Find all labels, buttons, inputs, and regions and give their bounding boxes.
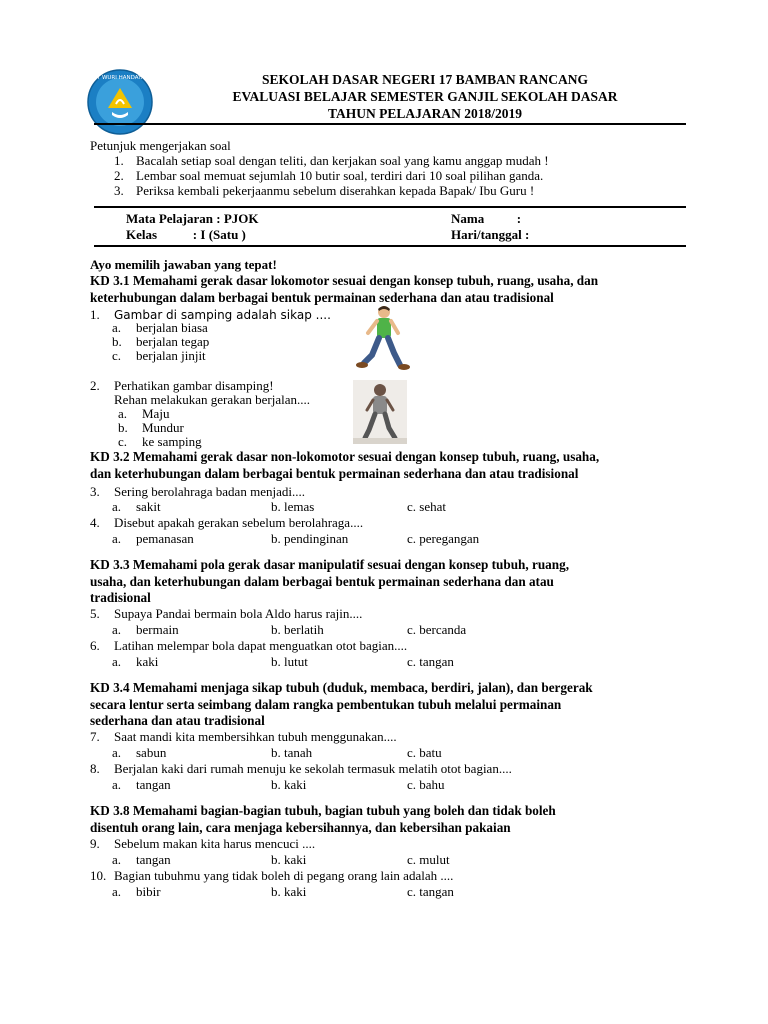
name-field: Nama : xyxy=(451,211,522,226)
q7-option-a[interactable]: a. sabun xyxy=(112,745,167,760)
q5-option-a[interactable]: a. bermain xyxy=(112,622,179,637)
q9-option-a[interactable]: a. tangan xyxy=(112,852,171,867)
kd-3-4: KD 3.4 Memahami menjaga sikap tubuh (duduk, membaca, berdiri, jalan), dan bergerak secara lentur serta seimbang dalam rangka pembentukan tubuh melalui permainan sederhana dan atau tradisional xyxy=(90,680,593,728)
instructions-title: Petunjuk mengerjakan soal xyxy=(90,138,231,153)
instruction-item: 2. Lembar soal memuat sejumlah 10 butir soal, terdiri dari 10 soal pilihan ganda. xyxy=(114,168,544,183)
q10-option-c[interactable]: c. tangan xyxy=(407,884,454,899)
question-2-text: Rehan melakukan gerakan berjalan.... xyxy=(114,392,310,407)
q9-option-c[interactable]: c. mulut xyxy=(407,852,450,867)
school-name: SEKOLAH DASAR NEGERI 17 BAMBAN RANCANG xyxy=(262,72,588,87)
q1-option-b[interactable]: b. berjalan tegap xyxy=(112,334,210,349)
q2-option-a[interactable]: a. Maju xyxy=(118,406,170,421)
q8-option-b[interactable]: b. kaki xyxy=(271,777,307,792)
q9-option-b[interactable]: b. kaki xyxy=(271,852,307,867)
q2-option-b[interactable]: b. Mundur xyxy=(118,420,184,435)
q6-option-a[interactable]: a. kaki xyxy=(112,654,159,669)
q1-option-a[interactable]: a. berjalan biasa xyxy=(112,320,208,335)
intro-text: Ayo memilih jawaban yang tepat! xyxy=(90,257,277,272)
question-4: 4. Disebut apakah gerakan sebelum berolahraga.... xyxy=(90,515,364,530)
q4-option-b[interactable]: b. pendinginan xyxy=(271,531,349,546)
question-9: 9. Sebelum makan kita harus mencuci .... xyxy=(90,836,316,851)
q3-option-b[interactable]: b. lemas xyxy=(271,499,315,514)
logo-text: TUT WURI HANDAYANI xyxy=(89,75,151,81)
kd-3-2: KD 3.2 Memahami gerak dasar non-lokomotor sesuai dengan konsep tubuh, ruang, usaha, dan keterhubungan dalam berbagai bentuk permainan sederhana dan atau tradisional xyxy=(90,449,600,481)
q8-option-a[interactable]: a. tangan xyxy=(112,777,171,792)
q10-option-a[interactable]: a. bibir xyxy=(112,884,161,899)
question-7: 7. Saat mandi kita membersihkan tubuh menggunakan.... xyxy=(90,729,397,744)
q4-option-a[interactable]: a. pemanasan xyxy=(112,531,194,546)
instruction-item: 3. Periksa kembali pekerjaanmu sebelum diserahkan kepada Bapak/ Ibu Guru ! xyxy=(114,183,535,198)
question-8: 8. Berjalan kaki dari rumah menuju ke sekolah termasuk melatih otot bagian.... xyxy=(90,761,512,776)
q4-option-c[interactable]: c. peregangan xyxy=(407,531,480,546)
school-logo xyxy=(86,68,154,136)
subject-field: Mata Pelajaran : PJOK xyxy=(126,211,259,226)
walking-child-image xyxy=(352,303,414,371)
kd-3-1: KD 3.1 Memahami gerak dasar lokomotor sesuai dengan konsep tubuh, ruang, usaha, dan keterhubungan dalam berbagai bentuk permainan sederhana dan atau tradisional xyxy=(90,273,599,305)
q6-option-c[interactable]: c. tangan xyxy=(407,654,454,669)
q1-option-c[interactable]: c. berjalan jinjit xyxy=(112,348,206,363)
header-divider xyxy=(94,123,686,125)
question-3: 3. Sering berolahraga badan menjadi.... xyxy=(90,484,305,499)
date-field: Hari/tanggal : xyxy=(451,227,530,242)
q2-option-c[interactable]: c. ke samping xyxy=(118,434,202,449)
instruction-item: 1. Bacalah setiap soal dengan teliti, dan kerjakan soal yang kamu anggap mudah ! xyxy=(114,153,549,168)
q3-option-a[interactable]: a. sakit xyxy=(112,499,161,514)
child-walking-photo xyxy=(353,380,407,444)
question-2: 2. Perhatikan gambar disamping! xyxy=(90,378,274,393)
class-field: Kelas : I (Satu ) xyxy=(126,227,246,242)
q7-option-b[interactable]: b. tanah xyxy=(271,745,313,760)
info-top-rule xyxy=(94,206,686,208)
school-year: TAHUN PELAJARAN 2018/2019 xyxy=(327,106,522,121)
exam-title: EVALUASI BELAJAR SEMESTER GANJIL SEKOLAH DASAR xyxy=(232,89,618,104)
question-1: 1. Gambar di samping adalah sikap .... xyxy=(90,307,331,322)
kd-3-3: KD 3.3 Memahami pola gerak dasar manipulatif sesuai dengan konsep tubuh, ruang, usaha, dan keterhubungan dalam berbagai bentuk permainan sederhana dan atau tradisional xyxy=(90,557,569,605)
q10-option-b[interactable]: b. kaki xyxy=(271,884,307,899)
q8-option-c[interactable]: c. bahu xyxy=(407,777,445,792)
kd-3-8: KD 3.8 Memahami bagian-bagian tubuh, bagian tubuh yang boleh dan tidak boleh disentuh orang lain, cara menjaga kebersihannya, dan kebersihan pakaian xyxy=(90,803,556,835)
q3-option-c[interactable]: c. sehat xyxy=(407,499,446,514)
question-6: 6. Latihan melempar bola dapat menguatkan otot bagian.... xyxy=(90,638,408,653)
q5-option-b[interactable]: b. berlatih xyxy=(271,622,324,637)
q7-option-c[interactable]: c. batu xyxy=(407,745,442,760)
info-bottom-rule xyxy=(94,245,686,247)
q6-option-b[interactable]: b. lutut xyxy=(271,654,308,669)
question-10: 10. Bagian tubuhmu yang tidak boleh di pegang orang lain adalah .... xyxy=(90,868,454,883)
question-5: 5. Supaya Pandai bermain bola Aldo harus rajin.... xyxy=(90,606,363,621)
q5-option-c[interactable]: c. bercanda xyxy=(407,622,467,637)
